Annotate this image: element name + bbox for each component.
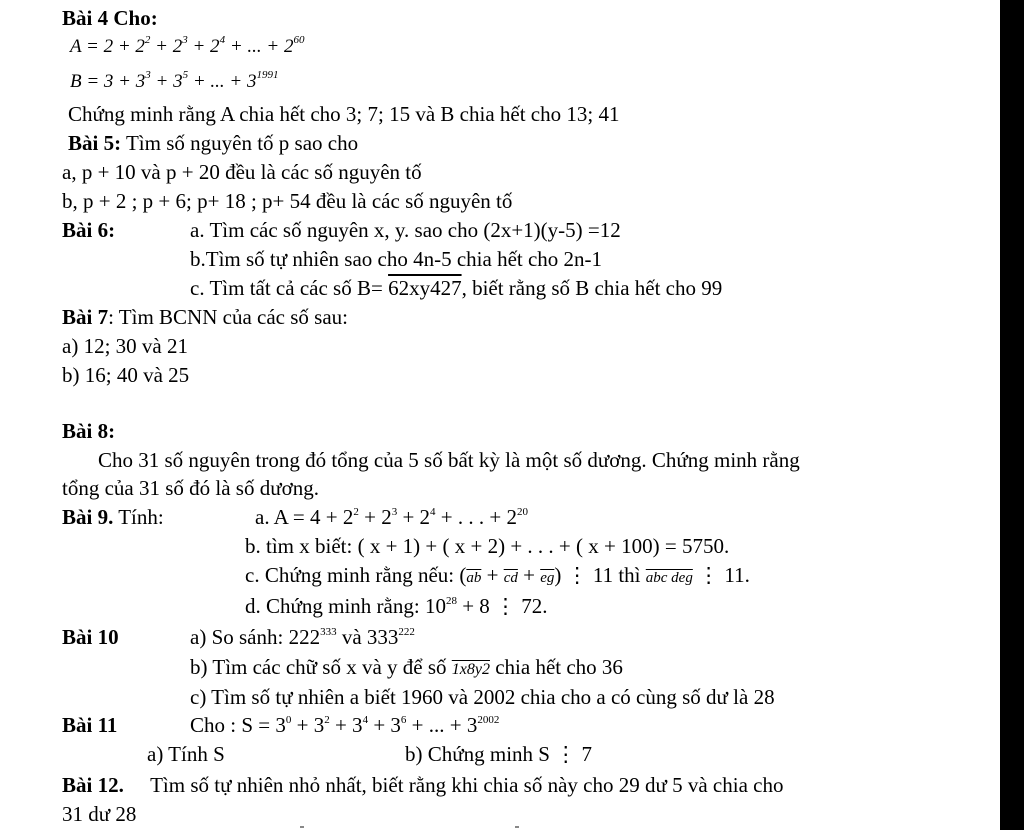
bai12-line2: 31 dư 28 xyxy=(62,802,137,826)
bai10-heading: Bài 10 xyxy=(62,625,119,649)
bai5-b: b, p + 2 ; p + 6; p+ 18 ; p+ 54 đều là các số nguyên tố xyxy=(62,189,513,213)
bai9-a: a. $A = 4 + 2^2 + 2^3 + 2^4$ + . . . + $2^{20}$ xyxy=(255,505,528,529)
bai11-a: a) Tính S xyxy=(147,742,225,766)
bai7-b: b) 16; 40 và 25 xyxy=(62,363,190,387)
bai10-a: a) So sánh: $222^{333}$ và $333^{222}$ xyxy=(190,625,415,649)
bai11-cho: Cho : $S = 3^0 + 3^2 + 3^4 + 3^6$ + ... + $3^{2002}$ xyxy=(190,713,500,737)
bai4-formula-a: $A = 2 + 2^2 + 2^3 + 2^4$ + ... + $2^{60}$ xyxy=(70,34,305,57)
bai6-c: c. Tìm tất cả các số B= 62xy427, biết rằng số B chia hết cho 99 xyxy=(190,276,723,300)
bai9-heading: Bài 9. Tính: xyxy=(62,505,164,529)
bai9-b: b. tìm x biết: ( x + 1) + ( x + 2) + . . . + ( x + 100) = 5750. xyxy=(245,534,730,558)
bai6-b: b.Tìm số tự nhiên sao cho 4n-5 chia hết cho 2n-1 xyxy=(190,247,603,271)
bai7-a: a) 12; 30 và 21 xyxy=(62,334,188,358)
bai12-line1: Bài 12. Tìm số tự nhiên nhỏ nhất, biết rằng khi chia số này cho 29 dư 5 và chia cho xyxy=(62,773,784,797)
bai8-line2: tổng của 31 số đó là số dương. xyxy=(62,476,319,500)
bai8-line1: Cho 31 số nguyên trong đó tổng của 5 số bất kỳ là một số dương. Chứng minh rằng xyxy=(98,448,800,472)
bai10-b: b) Tìm các chữ số x và y để số 1x8y2 chia hết cho 36 xyxy=(190,655,623,679)
bai4-prove: Chứng minh rằng A chia hết cho 3; 7; 15 và B chia hết cho 13; 41 xyxy=(68,102,620,126)
bai4-heading: Bài 4 Cho: xyxy=(62,6,158,30)
bai8-heading: Bài 8: xyxy=(62,419,116,443)
bai9-c: c. Chứng minh rằng nếu: $(\overline{ab} + \overline{cd} + \overline{eg})$ ⋮ 11 thì abc deg ⋮ 11. xyxy=(245,563,750,587)
bai6-a: a. Tìm các số nguyên x, y. sao cho (2x+1)(y-5) =12 xyxy=(190,218,621,242)
page-artifact xyxy=(515,826,519,828)
bai5-a: a, p + 10 và p + 20 đều là các số nguyên tố xyxy=(62,160,422,184)
bai9-d: d. Chứng minh rằng: $10^{28} + 8$ ⋮ 72. xyxy=(245,594,548,618)
bai10-c: c) Tìm số tự nhiên a biết 1960 và 2002 chia cho a có cùng số dư là 28 xyxy=(190,685,775,709)
page-artifact xyxy=(300,826,304,828)
bai7-heading: Bài 7: Tìm BCNN của các số sau: xyxy=(62,305,348,329)
bai4-formula-b: $B = 3 + 3^3 + 3^5$ + ... + $3^{1991}$ xyxy=(70,69,279,92)
bai11-heading: Bài 11 xyxy=(62,713,118,737)
bai11-b: b) Chứng minh S ⋮ 7 xyxy=(405,742,592,766)
bai5-heading: Bài 5: Tìm số nguyên tố p sao cho xyxy=(68,131,359,155)
bai6-heading: Bài 6: xyxy=(62,218,116,242)
